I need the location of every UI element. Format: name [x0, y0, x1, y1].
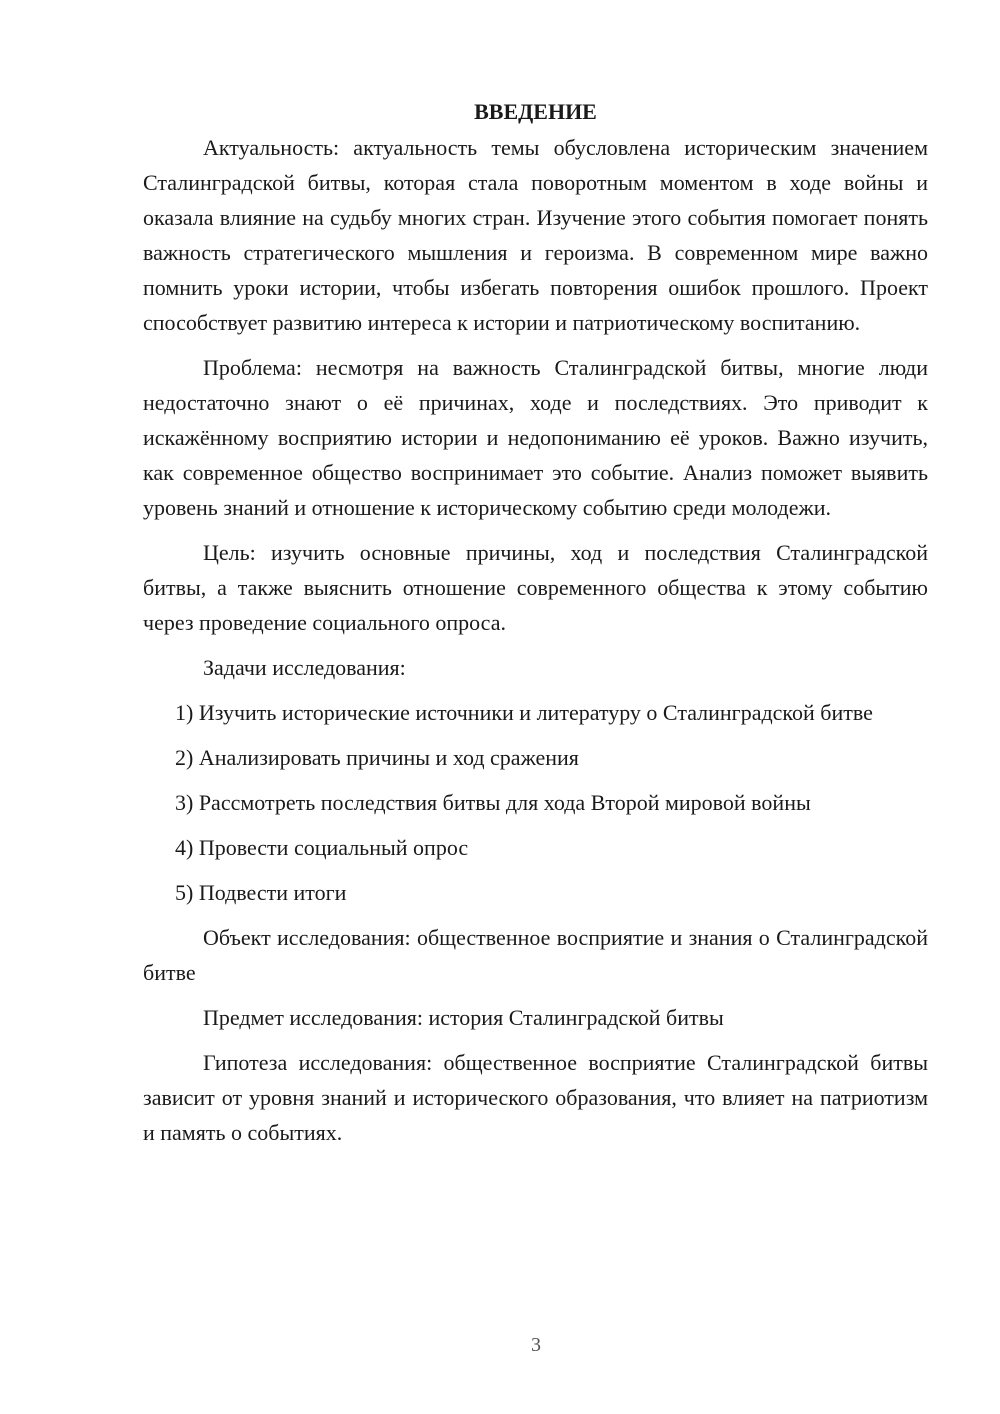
paragraph-problem: Проблема: несмотря на важность Сталинградской битвы, многие люди недостаточно знают о её причинах, ходе и последствиях. Это приводит к искажённому восприятию истории и недопониманию её уроков. Важно изучить, как современное общество воспринимает это событие. Анализ поможет выявить уровень знаний и отношение к историческому событию среди молодежи.	[143, 355, 928, 520]
task-item-2: 2) Анализировать причины и ход сражения	[175, 745, 579, 770]
task-item-4: 4) Провести социальный опрос	[175, 835, 469, 860]
paragraph-object: Объект исследования: общественное восприятие и знания о Сталинградской битве	[143, 925, 928, 985]
paragraph-subject: Предмет исследования: история Сталинградской битвы	[203, 1005, 724, 1030]
task-item-5: 5) Подвести итоги	[175, 880, 347, 905]
page-number: 3	[531, 1334, 541, 1356]
paragraph-relevance: Актуальность: актуальность темы обусловлена историческим значением Сталинградской битвы, которая стала поворотным моментом в ходе войны и оказала влияние на судьбу многих стран. Изучение этого события помогает понять важность стратегического мышления и героизма. В современном мире важно помнить уроки истории, чтобы избегать повторения ошибок прошлого. Проект способствует развитию интереса к истории и патриотическому воспитанию.	[143, 135, 928, 335]
task-item-3: 3) Рассмотреть последствия битвы для хода Второй мировой войны	[175, 790, 811, 815]
section-heading: ВВЕДЕНИЕ	[474, 99, 597, 124]
tasks-heading: Задачи исследования:	[203, 655, 406, 680]
page-content	[143, 94, 928, 1160]
paragraph-hypothesis: Гипотеза исследования: общественное восприятие Сталинградской битвы зависит от уровня знаний и исторического образования, что влияет на патриотизм и память о событиях.	[143, 1050, 928, 1145]
paragraph-goal: Цель: изучить основные причины, ход и последствия Сталинградской битвы, а также выяснить отношение современного общества к этому событию через проведение социального опроса.	[143, 540, 928, 635]
task-item-1: 1) Изучить исторические источники и литературу о Сталинградской битве	[175, 700, 873, 725]
